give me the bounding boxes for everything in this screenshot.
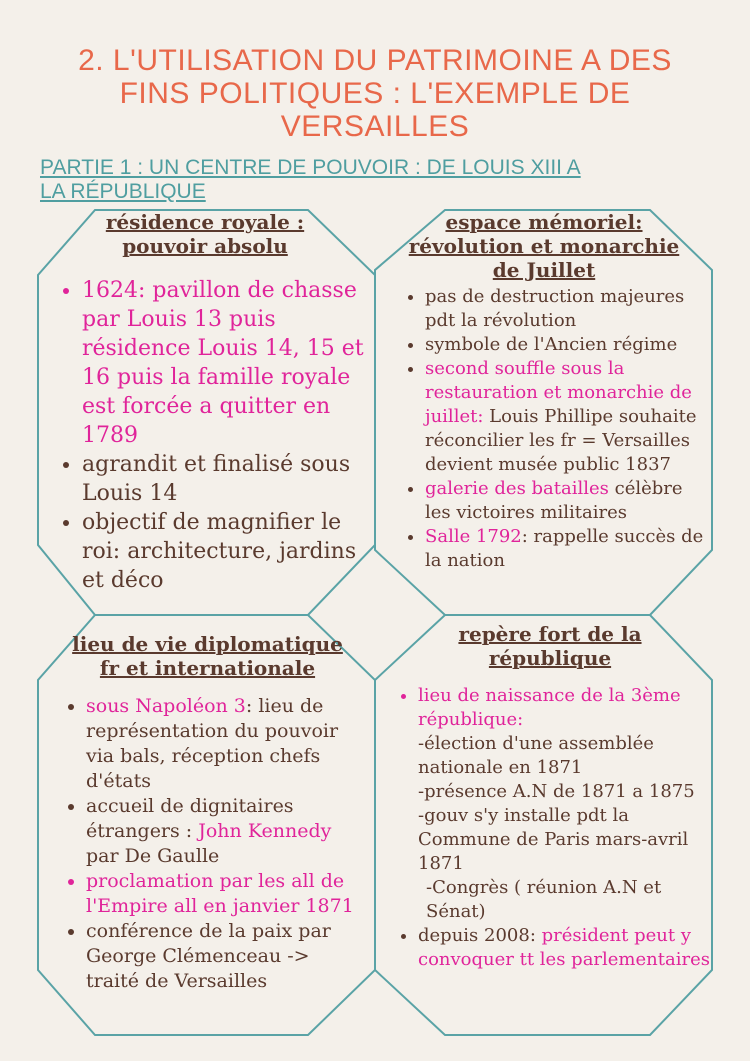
section-subtitle: PARTIE 1 : UN CENTRE DE POUVOIR : DE LOUIS XIII A LA RÉPUBLIQUE bbox=[40, 156, 581, 203]
panel4-heading: repère fort de la république bbox=[458, 622, 642, 670]
panel2-heading: espace mémoriel: révolution et monarchie de Juillet bbox=[408, 210, 680, 282]
sub-item: -gouv s'y installe pdt la Commune de Paris mars-avril 1871 bbox=[418, 805, 689, 874]
sub-item: -présence A.N de 1871 a 1875 bbox=[418, 781, 695, 802]
list-item: • 1624: pavillon de chasse par Louis 13 puis résidence Louis 14, 15 et 16 puis la famille royale est forcée a quitter en 1789 bbox=[82, 276, 368, 450]
panel2-list bbox=[401, 285, 713, 573]
list-item: • sous Napoléon 3: lieu de représentation du pouvoir via bals, réception chefs d'états bbox=[86, 694, 368, 794]
panel4-list bbox=[378, 684, 710, 972]
list-item: • objectif de magnifier le roi: architecture, jardins et déco bbox=[82, 508, 368, 595]
panel3-heading: lieu de vie diplomatique fr et internationale bbox=[72, 632, 343, 680]
list-item: • proclamation par les all de l'Empire all en janvier 1871 bbox=[86, 869, 368, 919]
panel1-heading: résidence royale : pouvoir absolu bbox=[105, 210, 305, 258]
panel3-list bbox=[62, 694, 368, 994]
list-item: • accueil de dignitaires étrangers : John Kennedy par De Gaulle bbox=[86, 794, 368, 869]
list-item: • galerie des batailles célèbre les victoires militaires bbox=[425, 477, 713, 525]
list-item: • second souffle sous la restauration et monarchie de juillet: Louis Phillipe souhaite réconcilier les fr = Versailles devient musée public 1837 bbox=[425, 357, 713, 477]
list-item: • symbole de l'Ancien régime bbox=[425, 333, 713, 357]
list-item: • pas de destruction majeures pdt la révolution bbox=[425, 285, 713, 333]
sub-item: -Congrès ( réunion A.N et Sénat) bbox=[426, 877, 662, 922]
panel1-list bbox=[58, 276, 368, 595]
list-item: • agrandit et finalisé sous Louis 14 bbox=[82, 450, 368, 508]
list-item: • conférence de la paix par George Clémenceau -> traité de Versailles bbox=[86, 919, 368, 994]
sub-item: -élection d'une assemblée nationale en 1871 bbox=[418, 733, 654, 778]
list-item: • depuis 2008: président peut y convoquer tt les parlementaires bbox=[418, 924, 710, 972]
list-item: • lieu de naissance de la 3ème république: bbox=[418, 684, 710, 732]
list-item: • Salle 1792: rappelle succès de la nation bbox=[425, 525, 713, 573]
page-title: 2. L'UTILISATION DU PATRIMOINE A DES FINS POLITIQUES : L'EXEMPLE DE VERSAILLES bbox=[78, 44, 672, 143]
